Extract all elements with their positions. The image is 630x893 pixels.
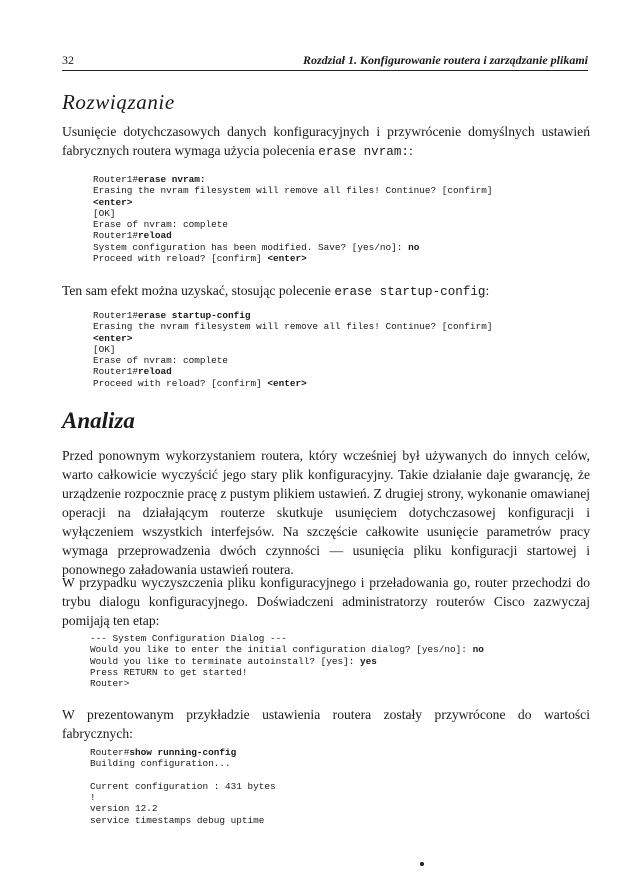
- code-output: Router1#: [93, 230, 139, 242]
- code-output: Proceed with reload? [confirm]: [93, 377, 268, 389]
- code-input: erase nvram:: [138, 174, 206, 185]
- code-line: [93, 230, 172, 241]
- code-input: erase startup-config: [138, 310, 251, 321]
- erase-startup-config-command: erase startup-config: [334, 285, 486, 299]
- code-input: <enter>: [267, 377, 307, 389]
- code-output: Router1#: [93, 310, 139, 321]
- code-line: [90, 633, 287, 644]
- alternative-paragraph: [62, 281, 590, 302]
- code-block-erase-startup-config: [93, 310, 492, 389]
- code-output: Current configuration : 431 bytes: [90, 780, 276, 792]
- code-line: [93, 366, 172, 377]
- analysis-heading: Analiza: [62, 408, 135, 433]
- code-input: yes: [360, 655, 377, 667]
- code-line: [93, 355, 228, 366]
- code-line: [93, 344, 116, 355]
- analysis-paragraph-3: W prezentowanym przykładzie ustawienia routera zostały przywrócone do wartości fabrycznych:: [62, 707, 590, 741]
- code-output: Proceed with reload? [confirm]: [93, 253, 268, 265]
- code-line: [90, 656, 377, 667]
- code-output: service timestamps debug uptime: [90, 814, 265, 826]
- code-line: [90, 781, 276, 792]
- code-line: [93, 197, 132, 208]
- code-output: [OK]: [93, 343, 116, 355]
- code-output: version 12.2: [90, 803, 158, 815]
- code-output: Router1#: [93, 366, 139, 378]
- code-block-config-dialog: [90, 633, 484, 689]
- code-output: Would you like to terminate autoinstall? [yes]:: [90, 655, 361, 667]
- code-line: [93, 378, 307, 389]
- code-output: [OK]: [93, 207, 116, 219]
- solution-heading: Rozwiązanie: [62, 90, 175, 114]
- code-line: [93, 185, 492, 196]
- code-line: [93, 208, 116, 219]
- code-block-erase-nvram: [93, 174, 492, 264]
- code-input: reload: [138, 366, 172, 378]
- code-line: [93, 174, 206, 185]
- code-output: Press RETURN to get started!: [90, 666, 248, 678]
- code-output: Erase of nvram: complete: [93, 219, 229, 231]
- code-output: Erasing the nvram filesystem will remove all files! Continue? [confirm]: [93, 321, 493, 333]
- solution-intro-text: Usunięcie dotychczasowych danych konfiguracyjnych i przywrócenie domyślnych ustawień fabrycznych routera wymaga użycia polecenia: [62, 124, 590, 158]
- code-input: no: [472, 644, 484, 656]
- code-line: [90, 803, 158, 814]
- code-input: <enter>: [267, 253, 307, 265]
- code-line: [90, 758, 231, 769]
- chapter-title: Rozdział 1. Konfigurowanie routera i zarządzanie plikami: [302, 53, 588, 67]
- code-output: !: [90, 792, 96, 804]
- solution-intro-tail: :: [408, 143, 413, 158]
- code-output: Router>: [90, 678, 130, 690]
- alternative-tail: :: [485, 283, 490, 298]
- analysis-paragraph-1: Przed ponownym wykorzystaniem routera, który wcześniej był używanych do innych celów, warto całkowicie wyczyścić jego stary plik konfiguracyjny. Takie działanie daje gwarancję, że urządzenie rozpocznie pracę z pustym plikiem ustawień. Z drugiej strony, wykonanie omawianej operacji na działającym routerze skutkuje usunięciem dotychczasowej konfiguracji i wyłączeniem wszystkich interfejsów. Na szczęście całkowite usunięcie parametrów pracy wymaga przeprowadzenia dwóch czynności — usunięcia pliku konfiguracji startowej i ponownego załadowania ustawień routera.: [62, 448, 590, 577]
- code-line: [90, 747, 236, 758]
- page-number: 32: [62, 53, 74, 67]
- code-line: [90, 644, 484, 655]
- code-line: [93, 333, 132, 344]
- code-output: Erasing the nvram filesystem will remove all files! Continue? [confirm]: [93, 185, 493, 197]
- code-output: System configuration has been modified. Save? [yes/no]:: [93, 241, 409, 253]
- code-input: reload: [138, 230, 172, 242]
- code-output: Router1#: [93, 174, 139, 185]
- code-input: no: [408, 241, 420, 253]
- code-output: Would you like to enter the initial configuration dialog? [yes/no]:: [90, 644, 473, 656]
- code-line: [93, 219, 228, 230]
- code-line: [93, 321, 492, 332]
- page-mark-dot: [420, 862, 424, 866]
- code-input: show running-config: [129, 747, 237, 758]
- running-header: [62, 53, 588, 69]
- code-input: <enter>: [93, 196, 133, 208]
- code-line: [93, 310, 251, 321]
- code-line: [93, 242, 419, 253]
- erase-nvram-command: erase nvram:: [318, 145, 409, 159]
- header-rule: [62, 70, 588, 71]
- code-line: [93, 253, 307, 264]
- code-line: [90, 815, 264, 826]
- code-line: [90, 667, 248, 678]
- code-output: Building configuration...: [90, 758, 231, 770]
- solution-intro-paragraph: [62, 122, 590, 162]
- code-output: --- System Configuration Dialog ---: [90, 633, 287, 644]
- code-output: Router#: [90, 747, 130, 758]
- code-line: [90, 678, 129, 689]
- code-block-running-config: [90, 747, 276, 826]
- code-output: Erase of nvram: complete: [93, 355, 229, 367]
- code-line: [90, 792, 96, 803]
- analysis-paragraph-2: W przypadku wyczyszczenia pliku konfiguracyjnego i przeładowania go, router przechodzi do trybu dialogu konfiguracyjnego. Doświadczeni administratorzy routerów Cisco zazwyczaj pomijają ten etap:: [62, 575, 590, 628]
- code-input: <enter>: [93, 332, 133, 344]
- alternative-text: Ten sam efekt można uzyskać, stosując polecenie: [62, 283, 335, 298]
